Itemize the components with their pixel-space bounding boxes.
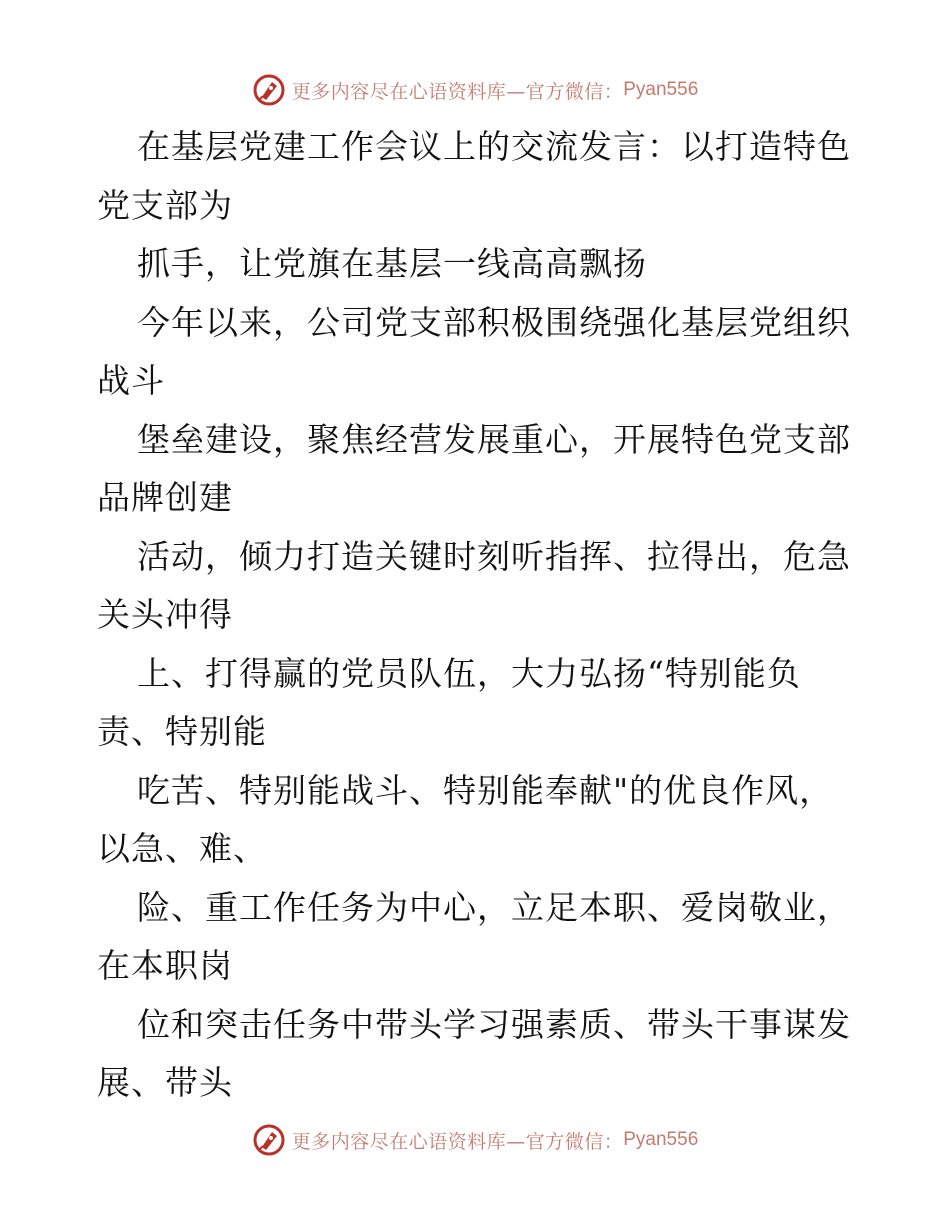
text-line: 吃苦、特别能战斗、特别能奉献"的优良作风， <box>137 770 834 810</box>
watermark-handle: Pyan556 <box>623 1129 699 1150</box>
text-line: 在本职岗 <box>97 946 233 985</box>
text-line: 抓手，让党旗在基层一线高高飘扬 <box>137 244 647 283</box>
watermark-text: 更多内容尽在心语资料库—官方微信： <box>291 80 624 103</box>
watermark-handle: Pyan556 <box>623 79 699 100</box>
text-line: 党支部为 <box>97 185 233 225</box>
text-line: 上、打得赢的党员队伍，大力弘扬“特别能负 <box>137 653 801 693</box>
document-body <box>97 118 857 1113</box>
header-watermark <box>0 70 950 110</box>
text-line: 以急、难、 <box>97 829 267 868</box>
text-line: 展、带头 <box>97 1063 233 1102</box>
text-line: 战斗 <box>97 361 165 400</box>
text-line: 责、特别能 <box>97 712 267 751</box>
text-line: 堡垒建设，聚焦经营发展重心，开展特色党支部 <box>137 419 851 459</box>
pen-nib-logo-icon <box>252 1123 286 1157</box>
text-line: 位和突击任务中带头学习强素质、带头干事谋发 <box>137 1004 851 1044</box>
text-line: 关头冲得 <box>97 595 233 634</box>
footer-watermark <box>0 1120 950 1160</box>
text-line: 品牌创建 <box>97 478 233 517</box>
pen-nib-logo-icon <box>252 73 286 107</box>
text-line: 今年以来，公司党支部积极围绕强化基层党组织 <box>137 302 851 342</box>
text-line: 在基层党建工作会议上的交流发言：以打造特色 <box>137 127 851 166</box>
text-line: 险、重工作任务为中心，立足本职、爱岗敬业， <box>137 887 851 927</box>
text-line: 活动，倾力打造关键时刻听指挥、拉得出，危急 <box>137 536 851 576</box>
watermark-text: 更多内容尽在心语资料库—官方微信： <box>291 1130 624 1153</box>
